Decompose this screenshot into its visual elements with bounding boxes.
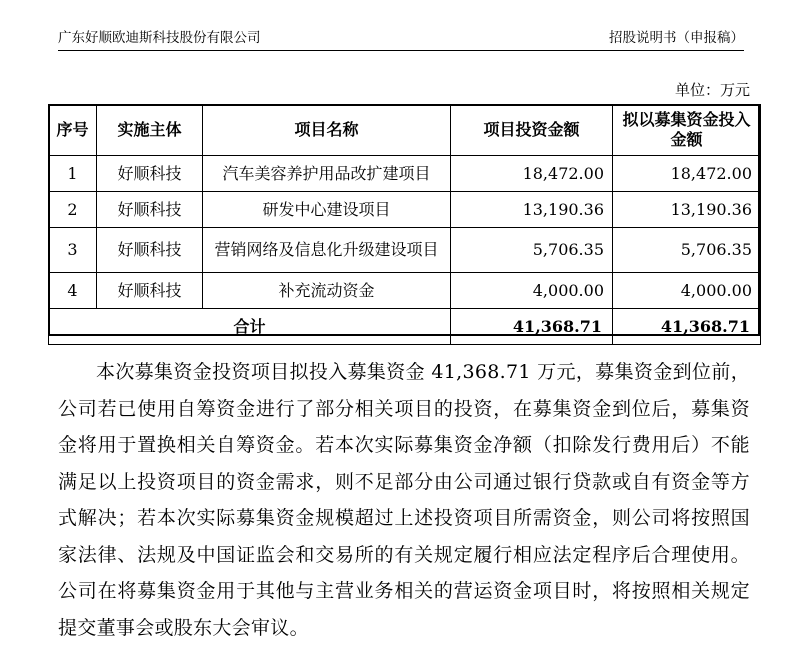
company-name: 广东好顺欧迪斯科技股份有限公司	[58, 30, 261, 46]
cell-entity: 好顺科技	[97, 192, 203, 228]
cell-seq: 4	[49, 273, 97, 309]
cell-raised: 5,706.35	[613, 228, 761, 273]
table-total-row	[49, 309, 761, 345]
cell-project: 补充流动资金	[203, 273, 451, 309]
document-title: 招股说明书（申报稿）	[609, 30, 744, 46]
investment-table	[48, 104, 761, 345]
header-entity: 实施主体	[97, 105, 203, 156]
cell-investment: 5,706.35	[451, 228, 613, 273]
header-seq: 序号	[49, 105, 97, 156]
cell-seq: 3	[49, 228, 97, 273]
cell-entity: 好顺科技	[97, 156, 203, 192]
header-investment: 项目投资金额	[451, 105, 613, 156]
table-row	[49, 273, 761, 309]
table-row	[49, 192, 761, 228]
cell-seq: 2	[49, 192, 97, 228]
cell-investment: 18,472.00	[451, 156, 613, 192]
cell-investment: 4,000.00	[451, 273, 613, 309]
cell-raised: 4,000.00	[613, 273, 761, 309]
cell-raised: 18,472.00	[613, 156, 761, 192]
total-raised: 41,368.71	[613, 309, 761, 345]
cell-investment: 13,190.36	[451, 192, 613, 228]
cell-project: 汽车美容养护用品改扩建项目	[203, 156, 451, 192]
cell-entity: 好顺科技	[97, 228, 203, 273]
cell-seq: 1	[49, 156, 97, 192]
header-project: 项目名称	[203, 105, 451, 156]
total-investment: 41,368.71	[451, 309, 613, 345]
header-raised: 拟以募集资金投入金额	[613, 105, 761, 156]
cell-entity: 好顺科技	[97, 273, 203, 309]
table-row	[49, 156, 761, 192]
cell-project: 营销网络及信息化升级建设项目	[203, 228, 451, 273]
table-header-row	[49, 105, 761, 156]
body-paragraph: 本次募集资金投资项目拟投入募集资金 41,368.71 万元，募集资金到位前，公司若已使用自筹资金进行了部分相关项目的投资，在募集资金到位后，募集资金将用于置换相关自筹资金。若本次实际募集资金净额（扣除发行费用后）不能满足以上投资项目的资金需求，则不足部分由公司通过银行贷款或自有资金等方式解决；若本次实际募集资金规模超过上述投资项目所需资金，则公司将按照国家法律、法规及中国证监会和交易所的有关规定履行相应法定程序后合理使用。公司在将募集资金用于其他与主营业务相关的营运资金项目时，将按照相关规定提交董事会或股东大会审议。	[58, 361, 750, 639]
page-header	[58, 26, 744, 51]
table-row	[49, 228, 761, 273]
cell-project: 研发中心建设项目	[203, 192, 451, 228]
cell-raised: 13,190.36	[613, 192, 761, 228]
total-label: 合计	[49, 309, 451, 345]
unit-note: 单位：万元	[674, 81, 750, 99]
